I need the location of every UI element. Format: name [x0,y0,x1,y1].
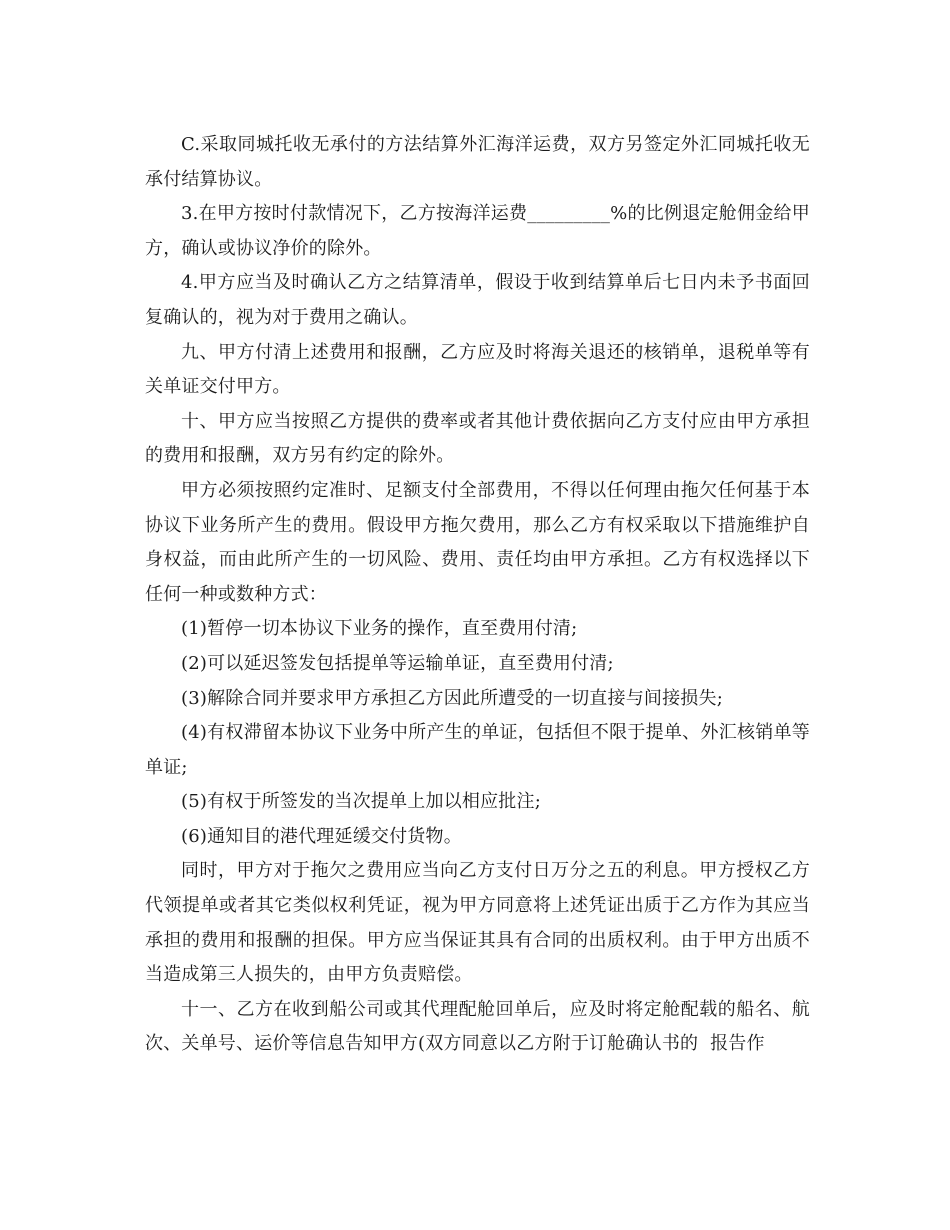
list-item-1: (1)暂停一切本协议下业务的操作，直至费用付清; [181,618,578,640]
paragraph-interest-and-pledge: 同时，甲方对于拖欠之费用应当向乙方支付日万分之五的利息。甲方授权乙方代领提单或者其它类似权利凭证，视为甲方同意将上述凭证出质于乙方作为其应当承担的费用和报酬的担保。甲方应当保证其具有合同的出质权利。由于甲方出质不当造成第三人损失的，由甲方负责赔偿。 [145,860,810,986]
paragraph-payment-method-c: C.采取同城托收无承付的方法结算外汇海洋运费，双方另签定外汇同城托收无承付结算协议。 [145,134,810,190]
document-body [145,128,810,1062]
list-item-4: (4)有权滞留本协议下业务中所产生的单证，包括但不限于提单、外汇核销单等单证; [145,722,810,778]
list-item-3: (3)解除合同并要求甲方承担乙方因此所遭受的一切直接与间接损失; [181,687,723,709]
clause-ten: 十、甲方应当按照乙方提供的费率或者其他计费依据向乙方支付应由甲方承担的费用和报酬，双方另有约定的除外。 [145,410,810,467]
clause-eleven: 十一、乙方在收到船公司或其代理配舱回单后，应及时将定舱配载的船名、航次、关单号、运价等信息告知甲方(双方同意以乙方附于订舱确认书的 报告作 [145,998,810,1055]
list-item-5: (5)有权于所签发的当次提单上加以相应批注; [181,791,541,813]
paragraph-commission-refund: 3.在甲方按时付款情况下，乙方按海洋运费_________%的比例退定舱佣金给甲方，确认或协议净价的除外。 [145,203,810,259]
clause-nine: 九、甲方付清上述费用和报酬，乙方应及时将海关退还的核销单，退税单等有关单证交付甲方。 [145,341,810,398]
list-item-2: (2)可以延迟签发包括提单等运输单证，直至费用付清; [181,652,614,674]
paragraph-payment-obligation: 甲方必须按照约定准时、足额支付全部费用，不得以任何理由拖欠任何基于本协议下业务所产生的费用。假设甲方拖欠费用，那么乙方有权采取以下措施维护自身权益，而由此所产生的一切风险、费用、责任均由甲方承担。乙方有权选择以下任何一种或数种方式： [145,479,810,605]
paragraph-settlement-confirmation: 4.甲方应当及时确认乙方之结算清单，假设于收到结算单后七日内未予书面回复确认的，视为对于费用之确认。 [145,272,810,328]
list-item-6: (6)通知目的港代理延缓交付货物。 [181,825,462,847]
